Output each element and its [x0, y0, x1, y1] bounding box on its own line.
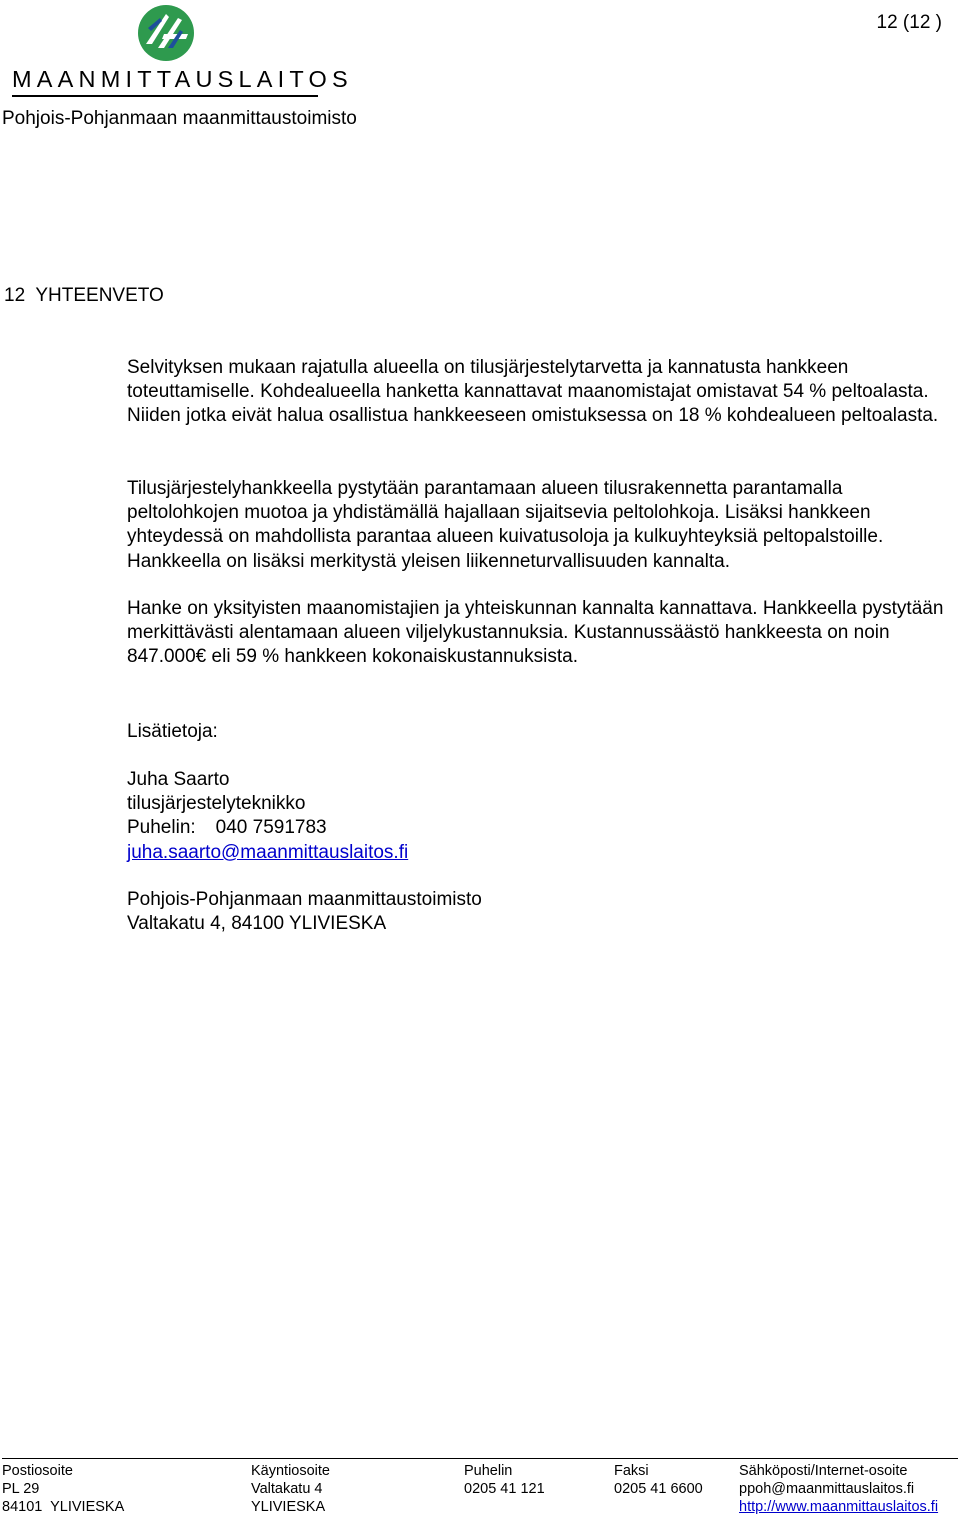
footer-website-link[interactable]: http://www.maanmittauslaitos.fi	[739, 1499, 939, 1515]
contact-label: Lisätietoja:	[127, 721, 218, 742]
paragraph: Tilusjärjestelyhankkeella pystytään parantamaan alueen tilusrakennetta parantamalla peltolohkojen muotoa ja yhdistämällä hajallaan sijaitsevia peltolohkoja. Lisäksi hankkeen yhteydessä on mahdollista parantaa alueen kuivatusoloja ja kulkuyhteyksiä peltopalstoille. Hankkeella on lisäksi merkitystä yleisen liikenneturvallisuuden kannalta.	[127, 478, 884, 572]
contact-title: tilusjärjestelyteknikko	[127, 793, 306, 814]
footer-visiting-line: Valtakatu 4	[251, 1481, 323, 1497]
footer-email: ppoh@maanmittauslaitos.fi	[739, 1481, 915, 1497]
footer-postal-label: Postiosoite	[2, 1463, 73, 1479]
contact-address: Valtakatu 4, 84100 YLIVIESKA	[127, 913, 387, 934]
page-number: 12 (12 )	[876, 12, 942, 33]
footer-visiting-line: YLIVIESKA	[251, 1499, 326, 1515]
footer-phone-label: Puhelin	[464, 1463, 513, 1479]
footer-visiting	[251, 1462, 330, 1516]
footer-postal-line: PL 29	[2, 1481, 40, 1497]
maanmittauslaitos-logo-icon	[136, 4, 196, 62]
section-heading: 12 YHTEENVETO	[4, 285, 164, 306]
contact-phone-row	[127, 816, 327, 840]
footer-fax-line: 0205 41 6600	[614, 1481, 703, 1497]
footer-phone	[464, 1462, 545, 1498]
brand-wordmark: MAANMITTAUSLAITOS	[12, 66, 353, 92]
phone-number: 040 7591783	[215, 817, 327, 838]
footer-fax-label: Faksi	[614, 1463, 649, 1479]
brand-rule	[12, 95, 318, 97]
paragraph: Hanke on yksityisten maanomistajien ja yhteiskunnan kannalta kannattava. Hankkeella pystytään merkittävästi alentamaan alueen viljelykustannuksia. Kustannussäästö hankkeesta on noin 847.000€ eli 59 % hankkeen kokonaiskustannuksista.	[127, 598, 944, 668]
footer-postal	[2, 1462, 124, 1516]
footer-postal-line: 84101 YLIVIESKA	[2, 1499, 125, 1515]
office-name: Pohjois-Pohjanmaan maanmittaustoimisto	[2, 108, 357, 129]
paragraph: Selvityksen mukaan rajatulla alueella on tilusjärjestelytarvetta ja kannatusta hankkeen toteuttamiselle. Kohdealueella hanketta kannattavat maanomistajat omistavat 54 % peltoalasta. Niiden jotka eivät halua osallistua hankkeeseen omistuksessa on 18 % kohdealueen peltoalasta.	[127, 357, 939, 427]
footer-rule	[2, 1458, 958, 1459]
footer-fax	[614, 1462, 703, 1498]
footer-web	[739, 1462, 938, 1516]
contact-office: Pohjois-Pohjanmaan maanmittaustoimisto	[127, 889, 482, 910]
footer-phone-line: 0205 41 121	[464, 1481, 545, 1497]
contact-email-row	[127, 841, 408, 865]
phone-label: Puhelin:	[127, 817, 196, 838]
contact-email-link[interactable]: juha.saarto@maanmittauslaitos.fi	[127, 842, 409, 863]
footer-visiting-label: Käyntiosoite	[251, 1463, 330, 1479]
footer-web-label: Sähköposti/Internet-osoite	[739, 1463, 908, 1479]
contact-name: Juha Saarto	[127, 769, 230, 790]
